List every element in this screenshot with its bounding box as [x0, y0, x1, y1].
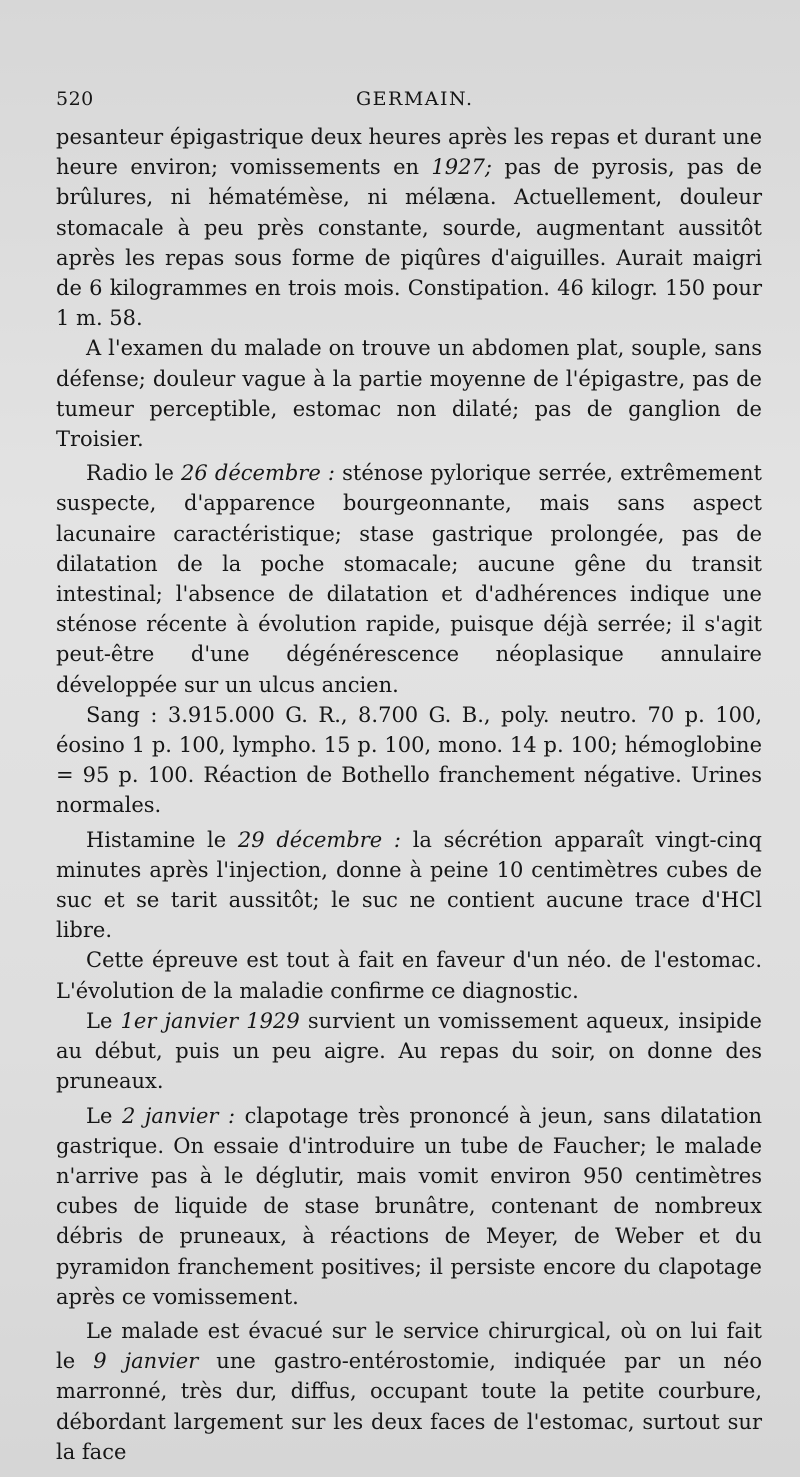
- paragraph-epreuve: Cette épreuve est tout à fait en faveur d'un néo. de l'estomac. L'évolution de la maladie confirme ce diagnostic.: [56, 948, 762, 1003]
- paragraph-blood: Sang : 3.915.000 G. R., 8.700 G. B., poly. neutro. 70 p. 100, éosino 1 p. 100, lympho. 15 p. 100, mono. 14 p. 100; hémoglobine = 95 p. 100. Réaction de Bothello franchement négative. Urines normales.: [56, 702, 762, 818]
- paragraph-jan-1: Le 1er janvier 1929 survient un vomissement aqueux, insipide au début, puis un peu aigre. Au repas du soir, on donne des pruneaux.: [56, 1008, 762, 1094]
- paragraph-examination: A l'examen du malade on trouve un abdomen plat, souple, sans défense; douleur vague à la partie moyenne de l'épigastre, pas de tumeur perceptible, estomac non dilaté; pas de ganglion de Troisier.: [56, 336, 762, 452]
- paragraph-symptoms: pesanteur épigastrique deux heures après les repas et durant une heure environ; vomissements en 1927; pas de pyrosis, pas de brûlures, ni hématémèse, ni mélæna. Actuellement, douleur stomacale à peu près constante, sourde, augmentant aussitôt après les repas sous forme de piqûres d'aiguilles. Aurait maigri de 6 kilogrammes en trois mois. Constipation. 46 kilogr. 150 pour 1 m. 58.: [56, 125, 762, 331]
- paragraph-jan-2: Le 2 janvier : clapotage très prononcé à jeun, sans dilatation gastrique. On essaie d'introduire un tube de Faucher; le malade n'arrive pas à le déglutir, mais vomit environ 950 centimètres cubes de liquide de stase brunâtre, contenant de nombreux débris de pruneaux, à réactions de Meyer, de Weber et du pyramidon franchement positives; il persiste encore du clapotage après ce vomissement.: [56, 1103, 762, 1309]
- running-head: GERMAIN.: [356, 88, 474, 110]
- page-number: 520: [56, 88, 94, 110]
- paragraph-histamine: Histamine le 29 décembre : la sécrétion apparaît vingt-cinq minutes après l'injection, donne à peine 10 centimètres cubes de suc et se tarit aussitôt; le suc ne contient aucune trace d'HCl libre.: [56, 827, 762, 943]
- paragraph-surgery: Le malade est évacué sur le service chirurgical, où on lui fait le 9 janvier une gastro-entérostomie, indiquée par un néo marronné, très dur, diffus, occupant toute la petite courbure, débordant largement sur les deux faces de l'estomac, surtout sur la face: [56, 1318, 763, 1464]
- paragraph-radio: Radio le 26 décembre : sténose pylorique serrée, extrêmement suspecte, d'apparence bourgeonnante, mais sans aspect lacunaire caractéristique; stase gastrique prolongée, pas de dilatation de la poche stomacale; aucune gêne du transit intestinal; l'absence de dilatation et d'adhérences indique une sténose récente à évolution rapide, puisque déjà serrée; il s'agit peut-être d'une dégénérescence néoplasique annulaire développée sur un ulcus ancien.: [56, 461, 762, 697]
- page-header: [56, 88, 762, 122]
